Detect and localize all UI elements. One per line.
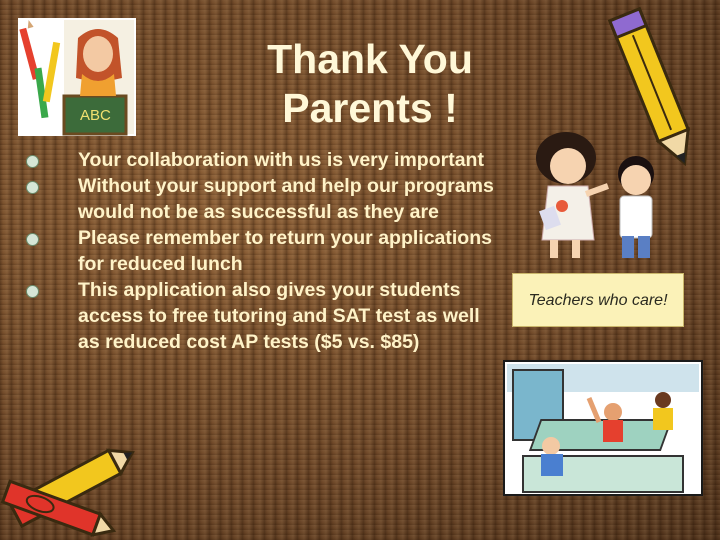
bullet-item: This application also gives your students access to free tutoring and SAT test as well as reduced cost AP tests ($5 vs. $85) <box>26 277 496 355</box>
bullet-icon <box>26 285 39 298</box>
teacher-clipart <box>18 18 136 136</box>
children-clipart <box>528 128 678 260</box>
bullet-item: Please remember to return your applications for reduced lunch <box>26 225 496 277</box>
caption-box <box>512 273 684 327</box>
classroom-clipart <box>503 360 703 496</box>
pencil-clipart-bottom-left <box>0 438 145 538</box>
slide-title <box>240 35 500 133</box>
bullet-icon <box>26 155 39 168</box>
chalkboard-text: ABC <box>80 107 111 124</box>
caption-text: Teachers who care! <box>528 291 668 309</box>
bullet-icon <box>26 233 39 246</box>
title-line-2: Parents ! <box>282 85 458 132</box>
bullet-icon <box>26 181 39 194</box>
title-line-1: Thank You <box>267 36 473 83</box>
bullet-item: Your collaboration with us is very important <box>26 147 496 173</box>
bullet-list <box>26 147 496 355</box>
bullet-item: Without your support and help our programs would not be as successful as they are <box>26 173 496 225</box>
